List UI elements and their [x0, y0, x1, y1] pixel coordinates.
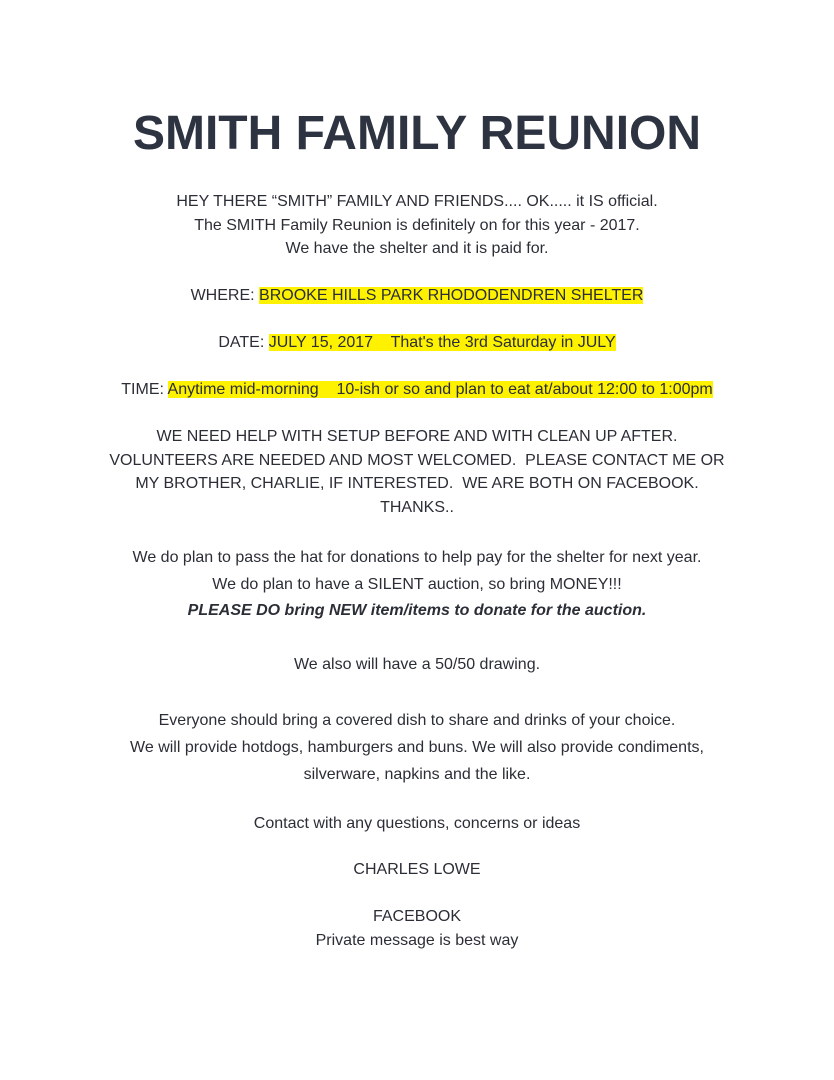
- time-line: [0, 378, 834, 402]
- donations-line-2: We do plan to have a SILENT auction, so bring MONEY!!!: [212, 575, 622, 593]
- contact-name: CHARLES LOWE: [353, 861, 481, 878]
- contact-text: Contact with any questions, concerns or ideas: [253, 815, 581, 832]
- help-line-2: VOLUNTEERS ARE NEEDED AND MOST WELCOMED. PLEASE CONTACT ME OR: [109, 451, 725, 469]
- where-line: [0, 284, 834, 308]
- time-value: Anytime mid-morning 10-ish or so and plan to eat at/about 12:00 to 1:00pm: [167, 381, 713, 398]
- food-line-1: Everyone should bring a covered dish to share and drinks of your choice.: [158, 712, 676, 729]
- date-label: DATE:: [218, 334, 269, 351]
- where-label: WHERE:: [190, 287, 260, 304]
- help-line-4: THANKS..: [380, 498, 454, 516]
- food-line-3: silverware, napkins and the like.: [303, 766, 531, 783]
- date-value: JULY 15, 2017 That's the 3rd Saturday in JULY: [268, 334, 616, 351]
- drawing-line: [0, 653, 834, 677]
- food-section: [0, 707, 834, 788]
- contact-name-line: [0, 858, 834, 882]
- intro-line-2: The SMITH Family Reunion is definitely on for this year - 2017.: [194, 216, 640, 234]
- auction-note: PLEASE DO bring NEW item/items to donate for the auction.: [187, 602, 647, 619]
- contact-note: Private message is best way: [315, 931, 519, 949]
- time-label: TIME:: [121, 381, 168, 398]
- date-line: [0, 331, 834, 355]
- intro-section: [0, 190, 834, 261]
- flyer-title: SMITH FAMILY REUNION: [132, 107, 702, 160]
- help-line-1: WE NEED HELP WITH SETUP BEFORE AND WITH CLEAN UP AFTER.: [156, 428, 678, 445]
- food-line-2: We will provide hotdogs, hamburgers and buns. We will also provide condiments,: [130, 739, 704, 756]
- help-section: [0, 425, 834, 519]
- intro-line-1: HEY THERE “SMITH” FAMILY AND FRIENDS.... OK..... it IS official.: [176, 193, 658, 210]
- where-value: BROOKE HILLS PARK RHODODENDREN SHELTER: [259, 287, 644, 304]
- drawing-text: We also will have a 50/50 drawing.: [293, 656, 541, 673]
- contact-method: FACEBOOK: [372, 908, 462, 925]
- donations-line-1: We do plan to pass the hat for donations to help pay for the shelter for next year.: [132, 549, 702, 566]
- help-line-3: MY BROTHER, CHARLIE, IF INTERESTED. WE ARE BOTH ON FACEBOOK.: [135, 475, 699, 492]
- donations-section: [0, 545, 834, 625]
- contact-line: [0, 812, 834, 836]
- intro-line-3: We have the shelter and it is paid for.: [285, 240, 549, 257]
- contact-method-section: [0, 905, 834, 952]
